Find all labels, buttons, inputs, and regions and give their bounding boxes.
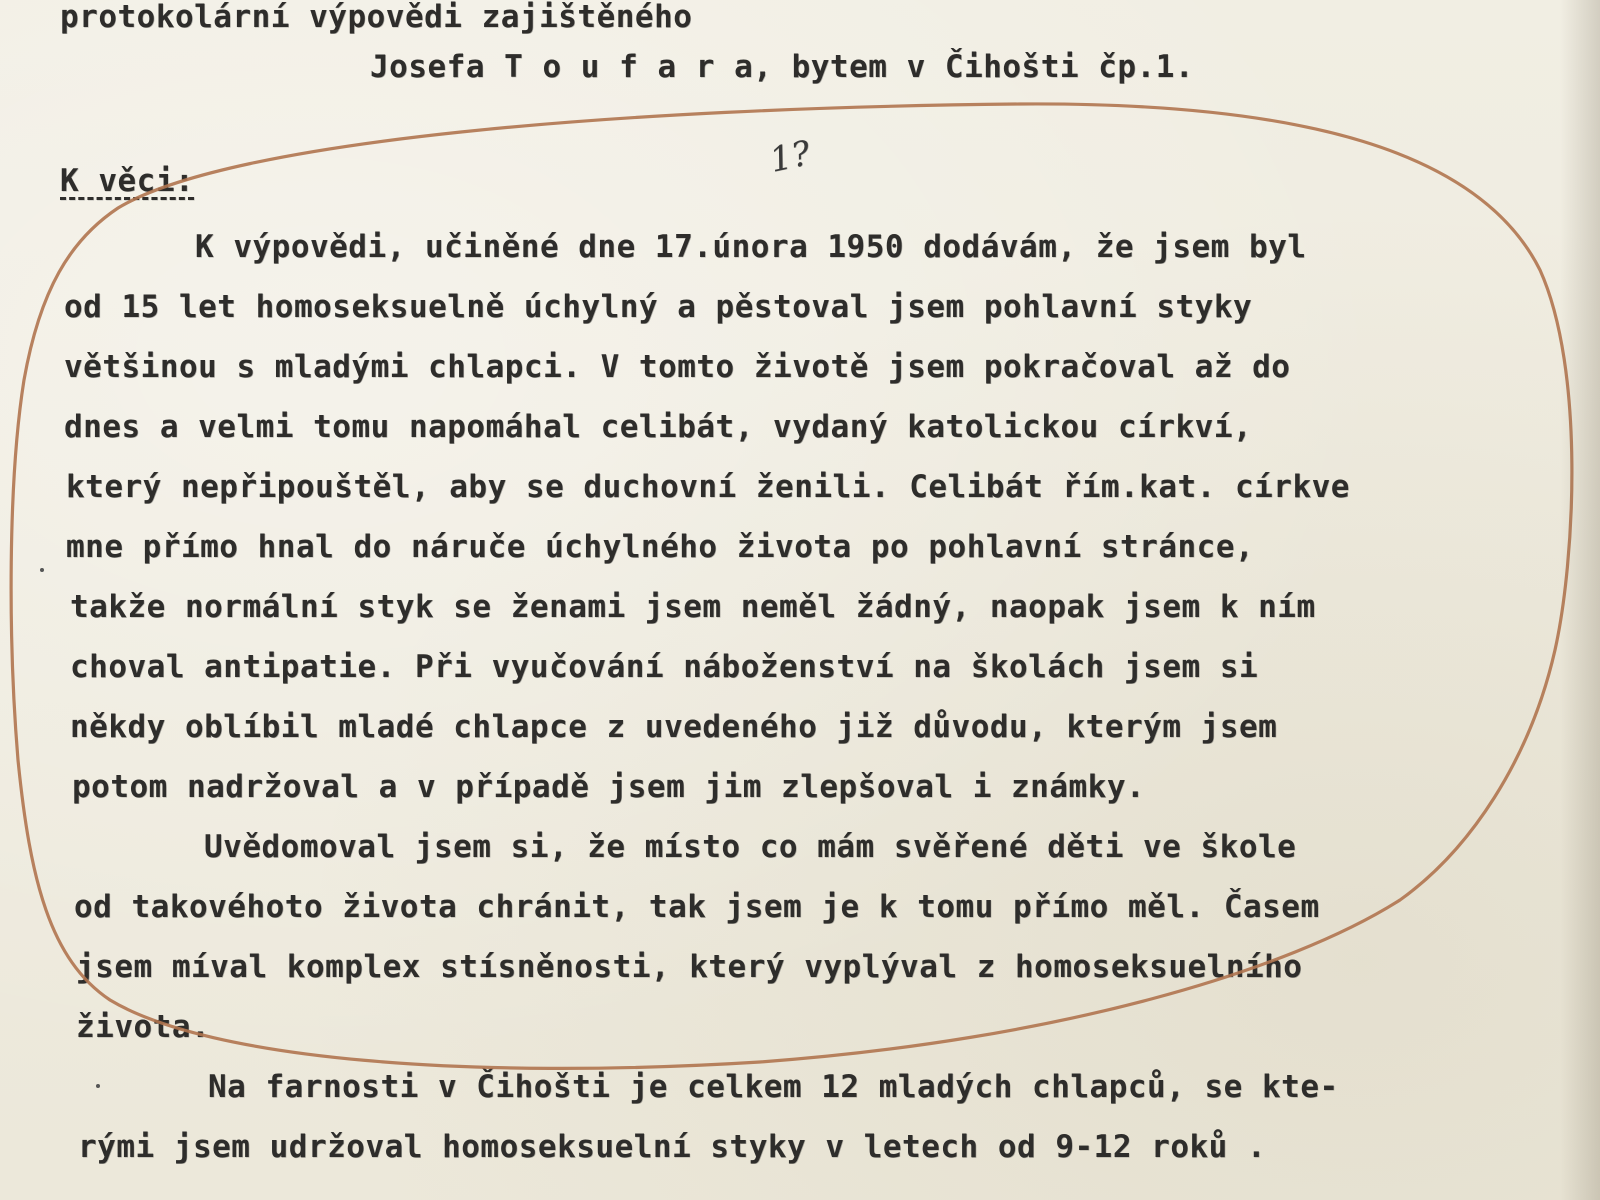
paragraph-1-line-3: většinou s mladými chlapci. V tomto životě jsem pokračoval až do xyxy=(64,349,1291,385)
paragraph-2-line-1: Uvědomoval jsem si, že místo co mám svěřené děti ve škole xyxy=(204,829,1297,865)
header-line-1: protokolární výpovědi zajištěného xyxy=(60,0,693,35)
margin-dot xyxy=(40,568,44,572)
paragraph-1-line-4: dnes a velmi tomu napomáhal celibát, vydaný katolickou církví, xyxy=(64,409,1253,445)
paragraph-2-line-4: života. xyxy=(76,1009,211,1045)
paragraph-2-line-2: od takovéhoto života chránit, tak jsem je k tomu přímo měl. Časem xyxy=(74,889,1320,925)
page-edge-shadow xyxy=(1560,0,1600,1200)
paragraph-2-line-3: jsem míval komplex stísněnosti, který vyplýval z homoseksuelního xyxy=(76,949,1303,985)
paragraph-1-line-6: mne přímo hnal do náruče úchylného života po pohlavní stránce, xyxy=(66,529,1255,565)
paragraph-3-line-1: Na farnosti v Čihošti je celkem 12 mladých chlapců, se kte- xyxy=(208,1069,1339,1105)
section-heading: K věci: xyxy=(60,163,195,199)
paragraph-3-line-2: rými jsem udržoval homoseksuelní styky v letech od 9-12 roků . xyxy=(78,1129,1267,1165)
header-line-2: Josefa T o u f a r a, bytem v Čihošti čp.1. xyxy=(370,49,1195,85)
paragraph-1-line-1: K výpovědi, učiněné dne 17.února 1950 dodávám, že jsem byl xyxy=(195,229,1307,265)
paragraph-1-line-5: který nepřipouštěl, aby se duchovní ženili. Celibát řím.kat. církve xyxy=(66,469,1350,505)
paragraph-1-line-8: choval antipatie. Při vyučování náboženství na školách jsem si xyxy=(70,649,1259,685)
paragraph-1-line-9: někdy oblíbil mladé chlapce z uvedeného již důvodu, kterým jsem xyxy=(70,709,1278,745)
paragraph-1-line-7: takže normální styk se ženami jsem neměl žádný, naopak jsem k ním xyxy=(70,589,1316,625)
paragraph-1-line-10: potom nadržoval a v případě jsem jim zlepšoval i známky. xyxy=(72,769,1146,805)
margin-dot xyxy=(96,1084,100,1088)
margin-annotation: 1? xyxy=(766,133,815,181)
paragraph-1-line-2: od 15 let homoseksuelně úchylný a pěstoval jsem pohlavní styky xyxy=(64,289,1253,325)
